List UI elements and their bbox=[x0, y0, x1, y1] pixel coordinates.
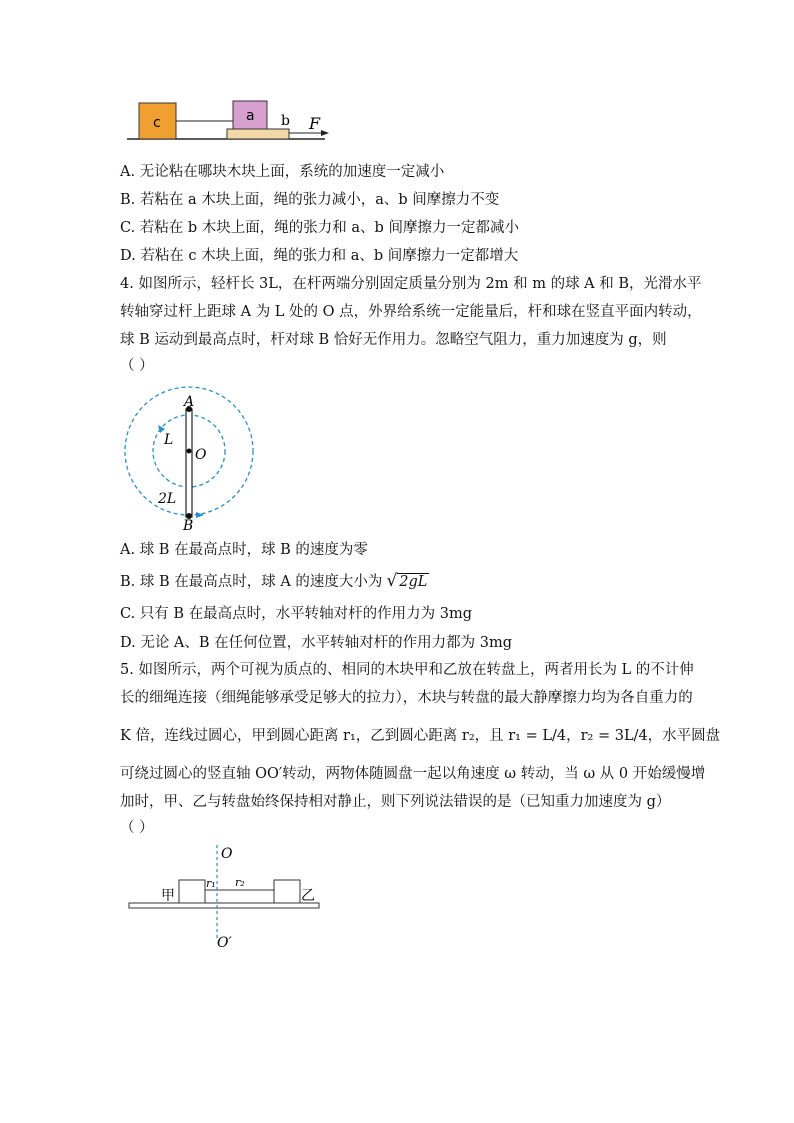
ball-B-label: B bbox=[183, 518, 194, 530]
axis-O-label: O bbox=[221, 846, 233, 862]
q5-text-line-3: K 倍，连线过圆心，甲到圆心距离 r₁，乙到圆心距离 r₂，且 r₁ = L/4，r₂ = 3L/4，水平圆盘 bbox=[120, 728, 721, 744]
length-2L-label: 2L bbox=[158, 491, 177, 507]
blocks-figure bbox=[125, 95, 335, 145]
q4-text-line-1: 4. 如图所示，轻杆长 3L，在杆两端分别固定质量分别为 2m 和 m 的球 A 和 B，光滑水平 bbox=[120, 276, 702, 292]
r1-label: r₁ bbox=[206, 877, 216, 890]
q4-text-line-2: 转轴穿过杆上距球 A 为 L 处的 O 点，外界给系统一定能量后，杆和球在竖直平面内转动， bbox=[120, 304, 702, 320]
q5-text-line-2: 长的细绳连接（细绳能够承受足够大的拉力），木块与转盘的最大静摩擦力均为各自重力的 bbox=[120, 690, 693, 706]
force-F-label: F bbox=[309, 114, 321, 133]
q4-option-b bbox=[120, 571, 429, 592]
block-jia-label: 甲 bbox=[161, 888, 175, 904]
block-c-label: c bbox=[153, 115, 161, 131]
rod-figure bbox=[120, 385, 260, 530]
r2-label: r₂ bbox=[235, 876, 245, 889]
block-yi-label: 乙 bbox=[301, 888, 315, 904]
q5-text-line-5: 加时，甲、乙与转盘始终保持相对静止，则下列说法错误的是（已知重力加速度为 g） bbox=[120, 794, 671, 810]
q4-answer-bracket: （ ） bbox=[120, 358, 154, 374]
q4-text-line-3: 球 B 运动到最高点时，杆对球 B 恰好无作用力。忽略空气阻力，重力加速度为 g，则 bbox=[120, 332, 667, 348]
block-b-label: b bbox=[281, 113, 290, 129]
q4-option-d: D. 无论 A、B 在任何位置，水平转轴对杆的作用力都为 3mg bbox=[120, 635, 513, 651]
q3-option-b: B. 若粘在 a 木块上面，绳的张力减小，a、b 间摩擦力不变 bbox=[120, 192, 500, 208]
sqrt-expression: 2gL bbox=[399, 574, 428, 590]
q5-answer-bracket: （ ） bbox=[120, 820, 154, 836]
q3-option-a: A. 无论粘在哪块木块上面，系统的加速度一定减小 bbox=[120, 164, 445, 180]
q3-option-c: C. 若粘在 b 木块上面，绳的张力和 a、b 间摩擦力一定都减小 bbox=[120, 220, 519, 236]
axis-O-prime-label: O′ bbox=[217, 935, 232, 951]
sqrt-radical: √ 2gL bbox=[386, 571, 428, 591]
q5-text-line-4: 可绕过圆心的竖直轴 OO′转动，两物体随圆盘一起以角速度 ω 转动，当 ω 从 0 开始缓慢增 bbox=[120, 766, 706, 782]
length-L-label: L bbox=[164, 432, 174, 448]
turntable-figure bbox=[125, 843, 325, 953]
q4-option-b-text: B. 球 B 在最高点时，球 A 的速度大小为 bbox=[120, 574, 383, 590]
ball-A-label: A bbox=[184, 394, 195, 410]
q5-text-line-1: 5. 如图所示，两个可视为质点的、相同的木块甲和乙放在转盘上，两者用长为 L 的不计伸 bbox=[120, 662, 694, 678]
q3-option-d: D. 若粘在 c 木块上面，绳的张力和 a、b 间摩擦力一定都增大 bbox=[120, 248, 519, 264]
q4-option-c: C. 只有 B 在最高点时，水平转轴对杆的作用力为 3mg bbox=[120, 606, 473, 622]
block-a-label: a bbox=[246, 108, 255, 124]
point-O-label: O bbox=[195, 447, 207, 463]
q4-option-a: A. 球 B 在最高点时，球 B 的速度为零 bbox=[120, 542, 368, 558]
